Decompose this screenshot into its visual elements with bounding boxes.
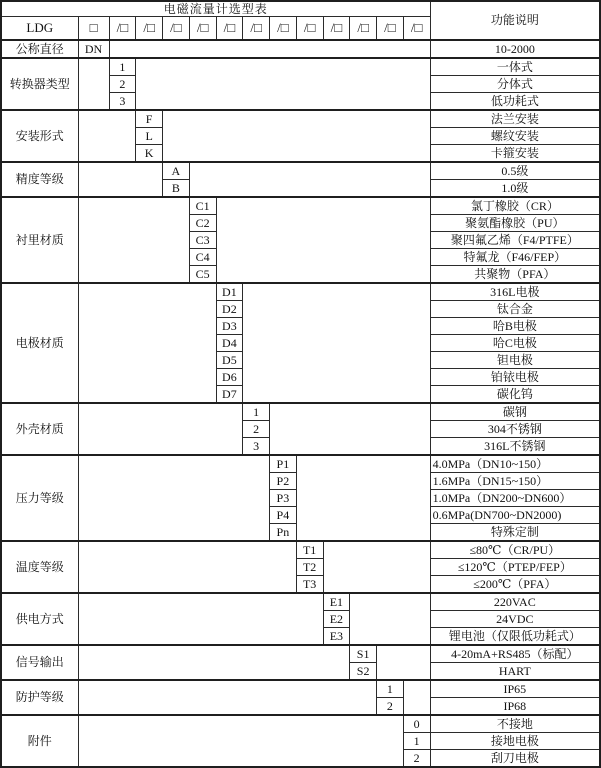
filler-cell bbox=[216, 197, 430, 283]
option-code-cell: A bbox=[163, 162, 190, 180]
filler-cell bbox=[377, 645, 431, 680]
option-desc-cell: 特殊定制 bbox=[430, 524, 600, 542]
option-code-cell: P1 bbox=[270, 455, 297, 473]
filler-cell bbox=[78, 715, 403, 767]
filler-cell bbox=[136, 58, 430, 110]
option-code-cell: T3 bbox=[296, 576, 323, 594]
model-slot-cell: /□ bbox=[350, 17, 377, 41]
option-desc-cell: 聚四氟乙烯（F4/PTFE） bbox=[430, 232, 600, 249]
model-slot-cell: /□ bbox=[163, 17, 190, 41]
option-code-cell: D2 bbox=[216, 301, 243, 318]
option-code-cell: E1 bbox=[323, 593, 350, 611]
option-desc-cell: 共聚物（PFA） bbox=[430, 266, 600, 284]
model-slot-cell: /□ bbox=[189, 17, 216, 41]
option-desc-cell: 0.6MPa(DN700~DN2000) bbox=[430, 507, 600, 524]
option-desc-cell: 低功耗式 bbox=[430, 93, 600, 111]
option-desc-cell: 4.0MPa（DN10~150） bbox=[430, 455, 600, 473]
option-desc-cell: 螺纹安装 bbox=[430, 128, 600, 145]
filler-cell bbox=[78, 645, 350, 680]
option-row bbox=[1, 715, 600, 733]
option-desc-cell: 316L不锈钢 bbox=[430, 438, 600, 456]
filler-cell bbox=[78, 455, 270, 541]
option-desc-cell: 碳化钨 bbox=[430, 386, 600, 404]
filler-cell bbox=[78, 593, 323, 645]
group-label: 压力等级 bbox=[1, 455, 78, 541]
filler-cell bbox=[270, 403, 431, 455]
option-code-cell: DN bbox=[78, 40, 109, 58]
option-desc-cell: 0.5级 bbox=[430, 162, 600, 180]
option-row bbox=[1, 162, 600, 180]
option-row bbox=[1, 403, 600, 421]
option-code-cell: B bbox=[163, 180, 190, 198]
option-code-cell: E2 bbox=[323, 611, 350, 628]
group-label: 供电方式 bbox=[1, 593, 78, 645]
option-code-cell: Pn bbox=[270, 524, 297, 542]
option-code-cell: 0 bbox=[403, 715, 430, 733]
group-label: 附件 bbox=[1, 715, 78, 767]
option-desc-cell: 钽电极 bbox=[430, 352, 600, 369]
option-desc-cell: 接地电极 bbox=[430, 733, 600, 750]
option-code-cell: C4 bbox=[189, 249, 216, 266]
option-row bbox=[1, 645, 600, 663]
option-code-cell: C1 bbox=[189, 197, 216, 215]
option-code-cell: D3 bbox=[216, 318, 243, 335]
option-code-cell: K bbox=[136, 145, 163, 163]
filler-cell bbox=[78, 403, 243, 455]
model-slot-cell: /□ bbox=[136, 17, 163, 41]
option-desc-cell: 钛合金 bbox=[430, 301, 600, 318]
option-code-cell: L bbox=[136, 128, 163, 145]
option-desc-cell: 刮刀电极 bbox=[430, 750, 600, 768]
option-code-cell: S2 bbox=[350, 663, 377, 681]
model-slot-cell: /□ bbox=[216, 17, 243, 41]
filler-cell bbox=[78, 58, 109, 110]
group-label: 外壳材质 bbox=[1, 403, 78, 455]
option-desc-cell: 锂电池（仅限低功耗式） bbox=[430, 628, 600, 646]
option-code-cell: T1 bbox=[296, 541, 323, 559]
filler-cell bbox=[189, 162, 430, 197]
option-code-cell: S1 bbox=[350, 645, 377, 663]
filler-cell bbox=[403, 680, 430, 715]
group-label: 精度等级 bbox=[1, 162, 78, 197]
option-desc-cell: 1.6MPa（DN15~150） bbox=[430, 473, 600, 490]
option-row bbox=[1, 455, 600, 473]
option-row bbox=[1, 680, 600, 698]
option-code-cell: D5 bbox=[216, 352, 243, 369]
model-slot-cell: /□ bbox=[377, 17, 404, 41]
option-desc-cell: ≤80℃（CR/PU） bbox=[430, 541, 600, 559]
option-row bbox=[1, 110, 600, 128]
option-desc-cell: 220VAC bbox=[430, 593, 600, 611]
option-desc-cell: 法兰安装 bbox=[430, 110, 600, 128]
option-desc-cell: HART bbox=[430, 663, 600, 681]
model-slot-cell: /□ bbox=[270, 17, 297, 41]
option-desc-cell: 铂铱电极 bbox=[430, 369, 600, 386]
option-desc-cell: 1.0级 bbox=[430, 180, 600, 198]
option-code-cell: E3 bbox=[323, 628, 350, 646]
diameter-row bbox=[1, 40, 600, 58]
filler-cell bbox=[163, 110, 431, 162]
filler-cell bbox=[78, 197, 189, 283]
option-desc-cell: ≤200℃（PFA） bbox=[430, 576, 600, 594]
option-desc-cell: 碳钢 bbox=[430, 403, 600, 421]
group-label: 公称直径 bbox=[1, 40, 78, 58]
group-label: 防护等级 bbox=[1, 680, 78, 715]
option-code-cell: 2 bbox=[109, 76, 136, 93]
filler-cell bbox=[296, 455, 430, 541]
option-code-cell: P3 bbox=[270, 490, 297, 507]
filler-cell bbox=[78, 541, 296, 593]
option-row bbox=[1, 58, 600, 76]
option-desc-cell: 10-2000 bbox=[430, 40, 600, 58]
filler-cell bbox=[109, 40, 430, 58]
group-label: 温度等级 bbox=[1, 541, 78, 593]
title-row bbox=[1, 1, 600, 17]
option-code-cell: 2 bbox=[377, 698, 404, 716]
model-slot-cell: /□ bbox=[296, 17, 323, 41]
option-code-cell: C3 bbox=[189, 232, 216, 249]
option-desc-cell: 特氟龙（F46/FEP） bbox=[430, 249, 600, 266]
option-code-cell: 3 bbox=[109, 93, 136, 111]
option-desc-cell: 聚氨酯橡胶（PU） bbox=[430, 215, 600, 232]
filler-cell bbox=[243, 283, 430, 403]
option-code-cell: F bbox=[136, 110, 163, 128]
option-code-cell: 2 bbox=[243, 421, 270, 438]
group-label: 电极材质 bbox=[1, 283, 78, 403]
option-desc-cell: IP68 bbox=[430, 698, 600, 716]
option-code-cell: C5 bbox=[189, 266, 216, 284]
group-label: 转换器类型 bbox=[1, 58, 78, 110]
model-slot-cell: /□ bbox=[403, 17, 430, 41]
filler-cell bbox=[78, 162, 163, 197]
option-desc-cell: 316L电极 bbox=[430, 283, 600, 301]
option-desc-cell: 一体式 bbox=[430, 58, 600, 76]
option-desc-cell: 不接地 bbox=[430, 715, 600, 733]
option-code-cell: 1 bbox=[243, 403, 270, 421]
group-label: 信号输出 bbox=[1, 645, 78, 680]
filler-cell bbox=[350, 593, 430, 645]
option-desc-cell: 哈C电极 bbox=[430, 335, 600, 352]
option-row bbox=[1, 197, 600, 215]
option-code-cell: 1 bbox=[377, 680, 404, 698]
option-row bbox=[1, 283, 600, 301]
function-column-header: 功能说明 bbox=[430, 1, 600, 40]
group-label: 衬里材质 bbox=[1, 197, 78, 283]
option-desc-cell: 氯丁橡胶（CR） bbox=[430, 197, 600, 215]
filler-cell bbox=[78, 283, 216, 403]
option-code-cell: P4 bbox=[270, 507, 297, 524]
option-code-cell: 1 bbox=[403, 733, 430, 750]
option-desc-cell: ≤120℃（PTEP/FEP） bbox=[430, 559, 600, 576]
option-desc-cell: 1.0MPa（DN200~DN600） bbox=[430, 490, 600, 507]
option-code-cell: C2 bbox=[189, 215, 216, 232]
filler-cell bbox=[78, 110, 136, 162]
option-desc-cell: 4-20mA+RS485（标配） bbox=[430, 645, 600, 663]
option-desc-cell: IP65 bbox=[430, 680, 600, 698]
model-first-slot: □ bbox=[78, 17, 109, 41]
option-code-cell: 1 bbox=[109, 58, 136, 76]
model-prefix: LDG bbox=[1, 17, 78, 41]
option-code-cell: D6 bbox=[216, 369, 243, 386]
option-code-cell: P2 bbox=[270, 473, 297, 490]
option-code-cell: 3 bbox=[243, 438, 270, 456]
group-label: 安装形式 bbox=[1, 110, 78, 162]
option-desc-cell: 304不锈钢 bbox=[430, 421, 600, 438]
option-desc-cell: 24VDC bbox=[430, 611, 600, 628]
option-code-cell: D4 bbox=[216, 335, 243, 352]
filler-cell bbox=[78, 680, 377, 715]
option-desc-cell: 哈B电极 bbox=[430, 318, 600, 335]
model-slot-cell: /□ bbox=[109, 17, 136, 41]
model-slot-cell: /□ bbox=[323, 17, 350, 41]
option-code-cell: T2 bbox=[296, 559, 323, 576]
option-desc-cell: 卡箍安装 bbox=[430, 145, 600, 163]
option-code-cell: D7 bbox=[216, 386, 243, 404]
filler-cell bbox=[323, 541, 430, 593]
option-desc-cell: 分体式 bbox=[430, 76, 600, 93]
option-code-cell: D1 bbox=[216, 283, 243, 301]
option-code-cell: 2 bbox=[403, 750, 430, 768]
table-body bbox=[1, 1, 600, 767]
model-slot-cell: /□ bbox=[243, 17, 270, 41]
sheet-title: 电磁流量计选型表 bbox=[1, 1, 430, 17]
option-row bbox=[1, 593, 600, 611]
option-row bbox=[1, 541, 600, 559]
